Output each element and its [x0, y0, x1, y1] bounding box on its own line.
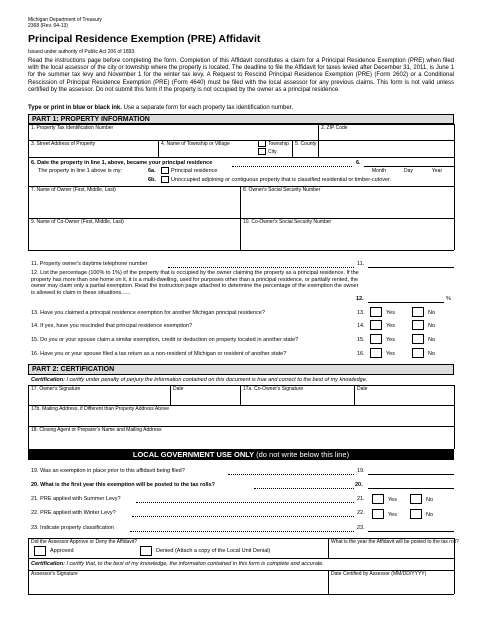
- option-6b-number: 6b.: [148, 177, 156, 183]
- divider: [28, 157, 454, 158]
- field-8-label: 8. Owner's Social Security Number: [243, 187, 321, 193]
- principal-residence-checkbox[interactable]: [161, 167, 169, 174]
- yes-label: Yes: [388, 512, 397, 518]
- field-2-label: 2. ZIP Code: [321, 125, 348, 131]
- ink-note-bold: Type or print in blue or black ink.: [28, 105, 122, 111]
- question-19: 19. Was an exemption in place prior to this affidavit being filed?: [31, 468, 185, 474]
- divider: [328, 570, 329, 594]
- no-label: No: [426, 497, 434, 503]
- year-label: Year: [432, 168, 443, 174]
- local-certification: [31, 561, 324, 568]
- yes-label: Yes: [386, 337, 395, 343]
- question-15-number: 15.: [357, 337, 365, 343]
- no-label: No: [428, 323, 436, 329]
- part2-heading: PART 2: CERTIFICATION: [28, 364, 454, 375]
- q15-no-checkbox[interactable]: [412, 334, 424, 344]
- question-20: 20. What is the first year this exemption will be posted to the tax rolls?: [31, 482, 215, 488]
- intro-paragraph: Read the instructions page before completing the form. Completion of this Affidavit constitutes a claim for a Principal Residence Exemption (PRE) when filed with the local assessor of the city or township where the property is located. The deadline to file the Affidavit for taxes levied after December 31, 2011, is June 1 for the summer tax levy and November 1 for the winter tax levy. A Request to Rescind Principal Residence Exemption (PRE) (Form 2602) or a Conditional Rescission of Principal Residence Exemption (PRE) (Form 4640) must be filed with the local assessor for any previous claims. This form is not valid unless certified by the assessor. Do not submit this form if the property is not occupied by the owner as a principal residence.: [28, 58, 454, 93]
- city-label: City: [268, 149, 277, 155]
- question-13-number: 13.: [357, 310, 365, 316]
- q19-input-line[interactable]: [368, 474, 454, 475]
- q16-no-checkbox[interactable]: [412, 348, 424, 358]
- option-6a-label: Principal residence: [171, 168, 218, 174]
- question-20-number: 20.: [355, 482, 363, 488]
- field-1-label: 1. Property Tax Identification Number: [31, 125, 114, 131]
- approve-deny-question: Did the Assessor Approve or Deny the Affidavit?: [31, 539, 138, 545]
- divider: [28, 385, 29, 449]
- phone-input-line[interactable]: [368, 267, 454, 268]
- assessor-signature-label: Assessor's Signature: [31, 571, 78, 577]
- option-6a-number: 6a.: [148, 168, 156, 174]
- question-15: 15. Do you or your spouse claim a similar exemption, credit or deduction on property located in another state?: [31, 337, 299, 343]
- leader-dots: [232, 166, 352, 167]
- unoccupied-property-checkbox[interactable]: [161, 176, 169, 183]
- field-17-label: 17. Owner's Signature: [31, 386, 81, 392]
- field-17b-label: 17b. Mailing Address, if Different than Property Address Above: [31, 406, 170, 412]
- field-9-label: 9. Name of Co-Owner (First, Middle, Last): [31, 219, 124, 225]
- q13-yes-checkbox[interactable]: [370, 307, 382, 317]
- leader-dots: [254, 488, 354, 489]
- question-6: 6. Date the property in line 1, above, became your principal residence: [31, 160, 213, 166]
- q21-yes-checkbox[interactable]: [372, 494, 384, 504]
- denied-checkbox[interactable]: [140, 546, 152, 556]
- divider: [28, 385, 454, 386]
- question-14-number: 14.: [357, 323, 365, 329]
- leader-dots: [168, 267, 354, 268]
- form-title: Principal Residence Exemption (PRE) Affidavit: [28, 33, 261, 45]
- part1-heading: PART 1: PROPERTY INFORMATION: [28, 114, 454, 124]
- field-5-label: 5. County: [295, 141, 317, 147]
- yes-label: Yes: [386, 351, 395, 357]
- question-16-number: 16.: [357, 351, 365, 357]
- question-22: 22. PRE applied with Winter Levy?: [31, 510, 116, 516]
- field-18-label: 18. Closing Agent or Preparer's Name and Mailing Address: [31, 427, 162, 433]
- leader-dots: [130, 531, 354, 532]
- local-use-heading: [28, 449, 454, 460]
- authority-note: Issued under authority of Public Act 206 of 1893.: [28, 49, 136, 55]
- ink-note: [28, 105, 293, 112]
- certification-text: I certify under penalty of perjury the information contained on this document is true and correct to the best of my knowledge.: [66, 377, 368, 383]
- local-use-title: LOCAL GOVERNMENT USE ONLY: [132, 450, 255, 459]
- question-21-number: 21.: [357, 496, 365, 502]
- question-6-intro: The property in line 1 above is my:: [38, 168, 123, 174]
- date-certified-label: Date Certified by Assessor (MM/DD/YYYY): [331, 571, 427, 577]
- no-label: No: [426, 512, 434, 518]
- month-label: Month: [372, 168, 386, 174]
- local-use-note: (do not write below this line): [256, 450, 350, 459]
- denied-label: Denied (Attach a copy of the Local Unit Denial): [156, 548, 271, 554]
- divider: [28, 558, 454, 559]
- divider: [28, 250, 454, 251]
- question-11: 11. Property owner's daytime telephone number: [31, 261, 148, 267]
- question-21: 21. PRE applied with Summer Levy?: [31, 496, 121, 502]
- q16-yes-checkbox[interactable]: [370, 348, 382, 358]
- q23-input-line[interactable]: [368, 531, 454, 532]
- field-4-label: 4. Name of Township or Village: [161, 141, 230, 147]
- certification-text: I certify that, to the best of my knowledge, the information contained in this form is complete and accurate.: [66, 561, 324, 567]
- form-number: 2368 (Rev. 04-13): [28, 23, 68, 29]
- yes-label: Yes: [386, 323, 395, 329]
- divider: [354, 385, 355, 405]
- question-16: 16. Have you or your spouse filed a tax return as a non-resident of Michigan or resident of another state?: [31, 351, 287, 357]
- divider: [28, 124, 29, 250]
- divider: [28, 538, 29, 594]
- department-name: Michigan Department of Treasury: [28, 17, 102, 23]
- certification-label: Certification:: [31, 561, 65, 567]
- date-label: Date: [173, 386, 184, 392]
- question-23-number: 23.: [357, 525, 365, 531]
- field-10-label: 10. Co-Owner's Social Security Number: [243, 219, 332, 225]
- tax-roll-year-question: What is the year the Affidavit will be posted to the tax roll?: [331, 539, 459, 545]
- question-23: 23. Indicate property classification: [31, 525, 114, 531]
- field-7-label: 7. Name of Owner (First, Middle, Last): [31, 187, 116, 193]
- percent-sign: %: [446, 296, 451, 302]
- question-12-number: 12.: [356, 296, 364, 302]
- day-label: Day: [404, 168, 413, 174]
- q14-yes-checkbox[interactable]: [370, 320, 382, 330]
- city-checkbox[interactable]: [258, 148, 266, 155]
- divider: [28, 594, 454, 595]
- divider: [292, 140, 293, 157]
- divider: [158, 140, 159, 157]
- leader-dots: [136, 502, 354, 503]
- q22-no-checkbox[interactable]: [410, 509, 422, 519]
- part2-certification: [31, 377, 367, 384]
- no-label: No: [428, 337, 436, 343]
- yes-label: Yes: [388, 497, 397, 503]
- question-11-number: 11.: [357, 261, 365, 267]
- certification-label: Certification:: [31, 377, 65, 383]
- no-label: No: [428, 310, 436, 316]
- q14-no-checkbox[interactable]: [412, 320, 424, 330]
- question-6-number: 6.: [356, 160, 361, 166]
- q22-yes-checkbox[interactable]: [372, 509, 384, 519]
- field-3-label: 3. Street Address of Property: [31, 141, 96, 147]
- divider: [170, 385, 171, 405]
- q13-no-checkbox[interactable]: [412, 307, 424, 317]
- divider: [454, 538, 455, 594]
- yes-label: Yes: [386, 310, 395, 316]
- question-12: 12. List the percentage (100% to 1%) of the property that is occupied by the owner claiming the property as a principal residence. If the property has more than one home on it, it is a multi-dwelling, used for purposes other than a principal residence, or partially rented, the owner may claim only a partial exemption. Read the instruction page attached to determine the percentage of the exemption the owner is allowed to claim in these situations......: [31, 270, 359, 296]
- option-6b-label: Unoccupied adjoining or contiguous property that is classified residential or timber-cutover.: [171, 177, 392, 183]
- question-22-number: 22.: [357, 510, 365, 516]
- date-label: Date: [357, 386, 368, 392]
- question-14: 14. If yes, have you rescinded that principal residence exemption?: [31, 323, 193, 329]
- question-19-number: 19.: [357, 468, 365, 474]
- question-13: 13. Have you claimed a principal residence exemption for another Michigan principal residence?: [31, 310, 265, 316]
- property-tax-id-input[interactable]: [31, 131, 315, 139]
- q20-input-line[interactable]: [368, 488, 454, 489]
- approved-label: Approved: [50, 548, 74, 554]
- leader-dots: [132, 516, 354, 517]
- zip-code-input[interactable]: [321, 131, 451, 139]
- divider: [240, 385, 241, 405]
- township-label: Township: [268, 141, 289, 147]
- ink-note-text: Use a separate form for each property tax identification number.: [123, 105, 293, 111]
- leader-dots: [228, 474, 354, 475]
- q21-no-checkbox[interactable]: [410, 494, 422, 504]
- divider: [454, 385, 455, 449]
- date-input-line[interactable]: [364, 166, 454, 167]
- township-checkbox[interactable]: [258, 140, 266, 147]
- q15-yes-checkbox[interactable]: [370, 334, 382, 344]
- divider: [454, 124, 455, 250]
- approved-checkbox[interactable]: [34, 546, 46, 556]
- divider: [328, 538, 329, 558]
- field-17a-label: 17a. Co-Owner's Signature: [243, 386, 304, 392]
- no-label: No: [428, 351, 436, 357]
- percentage-input-line[interactable]: [368, 302, 444, 303]
